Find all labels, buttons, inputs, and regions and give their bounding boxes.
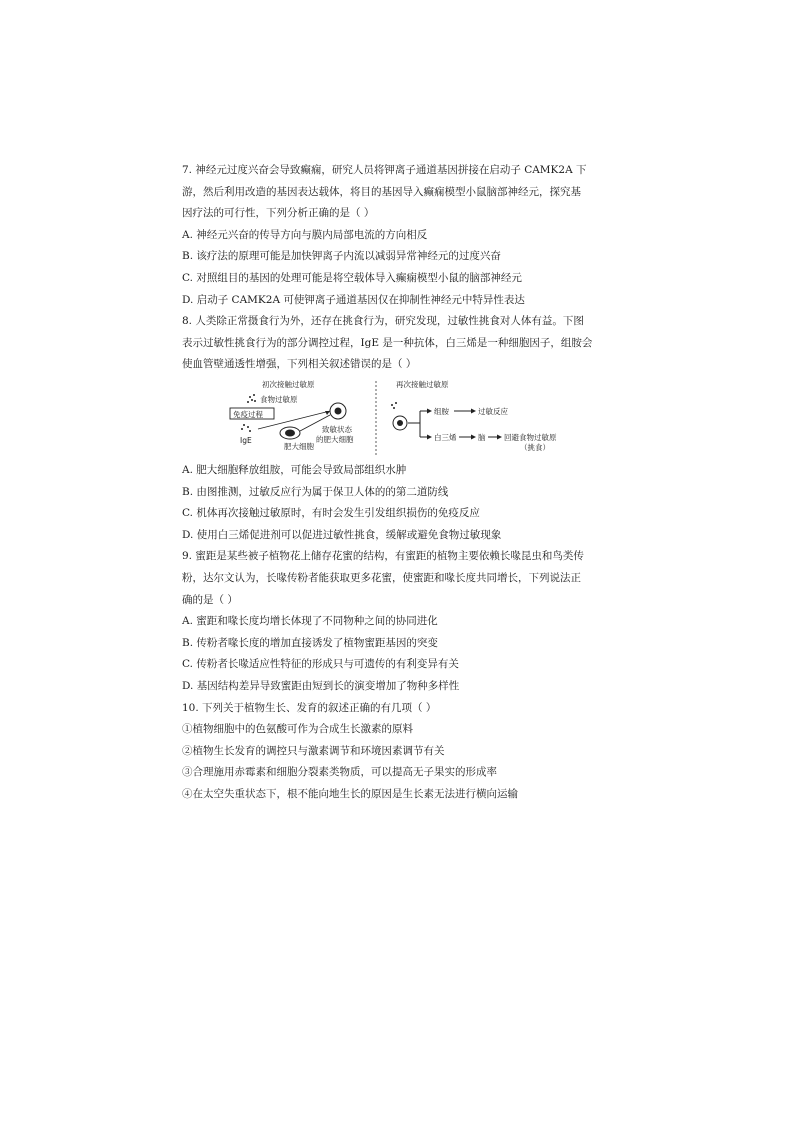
- q8-option-d: D. 使用白三烯促进剂可以促进过敏性挑食，缓解或避免食物过敏现象: [182, 528, 502, 541]
- fig-food-allergen: 食物过敏原: [260, 395, 298, 404]
- q9-option-d: D. 基因结构差异导致蜜距由短到长的演变增加了物种多样性: [182, 679, 460, 692]
- q9-line-1: 9. 蜜距是某些被子植物花上储存花蜜的结构，有蜜距的植物主要依赖长喙昆虫和鸟类传: [182, 550, 584, 563]
- questions-upper: [182, 160, 612, 376]
- ige-dots-icon: [241, 424, 251, 432]
- q7-option-d: D. 启动子 CAMK2A 可使钾离子通道基因仅在抑制性神经元中特异性表达: [182, 293, 525, 306]
- q8-option-c: C. 机体再次接触过敏原时，有时会发生引发组织损伤的免疫反应: [182, 507, 480, 520]
- q8-line-1: 8. 人类除正常摄食行为外，还存在挑食行为，研究发现，过敏性挑食对人体有益。下图: [182, 315, 584, 328]
- q8-option-b: B. 由图推测，过敏反应行为属于保卫人体的的第二道防线: [182, 485, 449, 498]
- fig-immune-process: 免疫过程: [233, 410, 263, 419]
- q9-line-2: 粉，达尔文认为，长喙传粉者能获取更多花蜜，使蜜距和喙长度共同增长，下列说法正: [182, 571, 581, 584]
- allergen-dots-icon: [247, 394, 256, 403]
- questions-lower: [182, 460, 612, 806]
- q7-line-1: 7. 神经元过度兴奋会导致癫痫，研究人员将钾离子通道基因拼接在启动子 CAMK2A 下: [182, 164, 587, 176]
- fig-allergic-reaction: 过敏反应: [478, 407, 508, 416]
- q7-option-b: B. 该疗法的原理可能是加快钾离子内流以减弱异常神经元的过度兴奋: [182, 250, 501, 263]
- fig-right-title: 再次接触过敏原: [396, 380, 449, 389]
- fig-avoid-2: （挑食）: [520, 443, 550, 452]
- fig-avoid-1: 回避食物过敏原: [504, 433, 557, 442]
- q8-line-2: 表示过敏性挑食行为的部分调控过程，IgE 是一种抗体，白三烯是一种细胞因子，组胺会: [182, 336, 593, 349]
- q7-line-2: 游，然后利用改造的基因表达载体，将目的基因导入癫痫模型小鼠脑部神经元，探究基: [182, 185, 581, 198]
- fig-leukotriene: 白三烯: [434, 433, 457, 442]
- q8-line-3: 使血管壁通透性增强，下列相关叙述错误的是（ ）: [182, 358, 417, 371]
- q9-option-c: C. 传粉者长喙适应性特征的形成只与可遗传的有利变异有关: [182, 658, 459, 671]
- allergy-diagram: [228, 377, 608, 457]
- q10-item-3: ③合理施用赤霉素和细胞分裂素类物质，可以提高无子果实的形成率: [182, 766, 497, 779]
- fig-sensitized-1: 致敏状态: [322, 425, 352, 434]
- q9-line-3: 确的是（ ）: [182, 593, 238, 606]
- q10-line-1: 10. 下列关于植物生长、发育的叙述正确的有几项（ ）: [182, 701, 437, 714]
- q8-figure: [228, 377, 608, 457]
- q7-option-a: A. 神经元兴奋的传导方向与膜内局部电流的方向相反: [182, 228, 428, 241]
- q9-option-a: A. 蜜距和喙长度均增长体现了不同物种之间的协同进化: [182, 615, 438, 628]
- allergen-dots-right-icon: [391, 402, 397, 409]
- q7-line-3: 因疗法的可行性，下列分析正确的是（ ）: [182, 207, 375, 220]
- fig-histamine: 组胺: [434, 407, 449, 416]
- q10-item-4: ④在太空失重状态下，根不能向地生长的原因是生长素无法进行横向运输: [182, 787, 518, 800]
- q7-option-c: C. 对照组目的基因的处理可能是将空载体导入癫痫模型小鼠的脑部神经元: [182, 271, 522, 284]
- fig-ige: IgE: [240, 436, 252, 445]
- fig-left-title: 初次接触过敏原: [262, 380, 315, 389]
- fig-brain: 脑: [478, 433, 486, 442]
- q9-option-b: B. 传粉者喙长度的增加直接诱发了植物蜜距基因的突变: [182, 636, 438, 649]
- q8-option-a: A. 肥大细胞释放组胺，可能会导致局部组织水肿: [182, 464, 407, 476]
- q10-item-2: ②植物生长发育的调控只与激素调节和环境因素调节有关: [182, 744, 445, 757]
- q10-item-1: ①植物细胞中的色氨酸可作为合成生长激素的原料: [182, 723, 413, 736]
- fig-sensitized-2: 的肥大细胞: [316, 435, 354, 444]
- fig-mast-cell: 肥大细胞: [284, 442, 314, 451]
